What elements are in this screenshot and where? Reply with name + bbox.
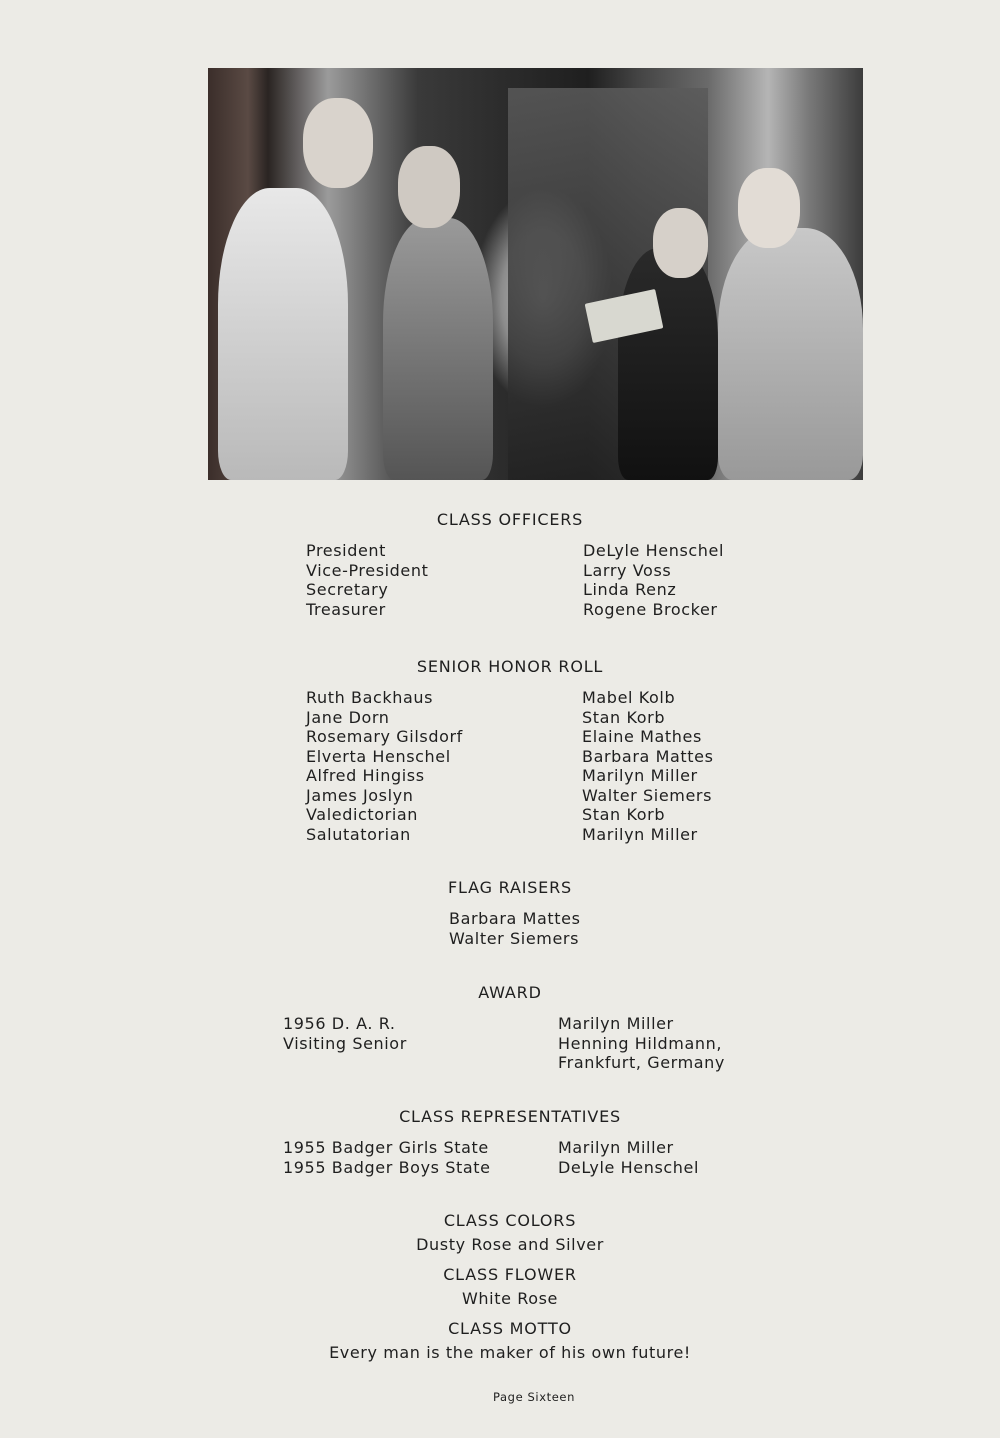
class-motto-heading: CLASS MOTTO — [448, 1319, 572, 1338]
honor-roll-entry: Stan Korb — [582, 707, 666, 727]
award-title: Visiting Senior — [283, 1033, 407, 1053]
honor-roll-entry: Elverta Henschel — [306, 746, 451, 766]
photo-person-4 — [718, 228, 863, 480]
class-representatives-heading: CLASS REPRESENTATIVES — [399, 1107, 621, 1126]
award-title: 1956 D. A. R. — [283, 1014, 396, 1033]
honor-roll-entry: Barbara Mattes — [582, 746, 714, 766]
class-motto-value: Every man is the maker of his own future! — [329, 1343, 691, 1362]
photo-person-3 — [618, 248, 718, 480]
representative-title: 1955 Badger Boys State — [283, 1157, 491, 1177]
honor-roll-entry: Ruth Backhaus — [306, 688, 434, 707]
class-flower-heading: CLASS FLOWER — [443, 1265, 577, 1284]
page-number: Page Sixteen — [493, 1390, 575, 1404]
award-recipient: Frankfurt, Germany — [558, 1053, 725, 1072]
honor-roll-entry: Stan Korb — [582, 805, 666, 824]
award-recipient: Marilyn Miller — [558, 1014, 674, 1033]
award-left-column — [283, 1014, 407, 1053]
honor-roll-entry: Jane Dorn — [306, 707, 390, 727]
representatives-right-column — [558, 1138, 699, 1177]
flag-raisers-heading: FLAG RAISERS — [448, 878, 572, 897]
honor-roll-left-column — [306, 688, 463, 844]
photo-person-2 — [383, 218, 493, 480]
photo-person-1 — [218, 188, 348, 480]
photo-head-3 — [653, 208, 708, 278]
honor-roll-right-column — [582, 688, 714, 844]
representative-title: 1955 Badger Girls State — [283, 1138, 489, 1157]
class-officers-names — [583, 541, 724, 619]
class-flower-value: White Rose — [462, 1289, 558, 1308]
class-colors-value: Dusty Rose and Silver — [416, 1235, 604, 1254]
class-officers-photo — [208, 68, 863, 480]
flag-raiser-name: Barbara Mattes — [449, 909, 581, 928]
flag-raisers-names — [449, 909, 581, 948]
class-officers-heading: CLASS OFFICERS — [436, 510, 584, 529]
award-heading: AWARD — [478, 983, 542, 1002]
representative-name: Marilyn Miller — [558, 1138, 674, 1157]
representative-name: DeLyle Henschel — [558, 1157, 700, 1177]
award-right-column — [558, 1014, 725, 1073]
photo-head-4 — [738, 168, 800, 248]
honor-roll-entry: Salutatorian — [306, 824, 411, 844]
honor-roll-entry: James Joslyn — [306, 785, 414, 805]
officer-name: DeLyle Henschel — [583, 541, 725, 560]
officer-name: Larry Voss — [583, 560, 672, 580]
honor-roll-entry: Alfred Hingiss — [306, 766, 425, 785]
class-officers-roles — [306, 541, 429, 619]
officer-role: President — [306, 541, 387, 560]
honor-roll-entry: Valedictorian — [306, 805, 419, 824]
flag-raiser-name: Walter Siemers — [449, 928, 580, 948]
honor-roll-entry: Marilyn Miller — [582, 766, 698, 785]
officer-role: Vice-President — [306, 560, 429, 580]
honor-roll-entry: Walter Siemers — [582, 785, 713, 805]
officer-name: Linda Renz — [583, 580, 677, 599]
photo-head-2 — [398, 146, 460, 228]
senior-honor-roll-heading: SENIOR HONOR ROLL — [416, 657, 604, 676]
honor-roll-entry: Rosemary Gilsdorf — [306, 727, 463, 746]
award-recipient: Henning Hildmann, — [558, 1033, 723, 1053]
honor-roll-entry: Marilyn Miller — [582, 824, 698, 844]
officer-name: Rogene Brocker — [583, 599, 718, 619]
photo-head-1 — [303, 98, 373, 188]
honor-roll-entry: Elaine Mathes — [582, 727, 702, 746]
honor-roll-entry: Mabel Kolb — [582, 688, 676, 707]
officer-role: Treasurer — [306, 599, 386, 619]
officer-role: Secretary — [306, 580, 389, 599]
representatives-left-column — [283, 1138, 491, 1177]
class-colors-heading: CLASS COLORS — [443, 1211, 577, 1230]
